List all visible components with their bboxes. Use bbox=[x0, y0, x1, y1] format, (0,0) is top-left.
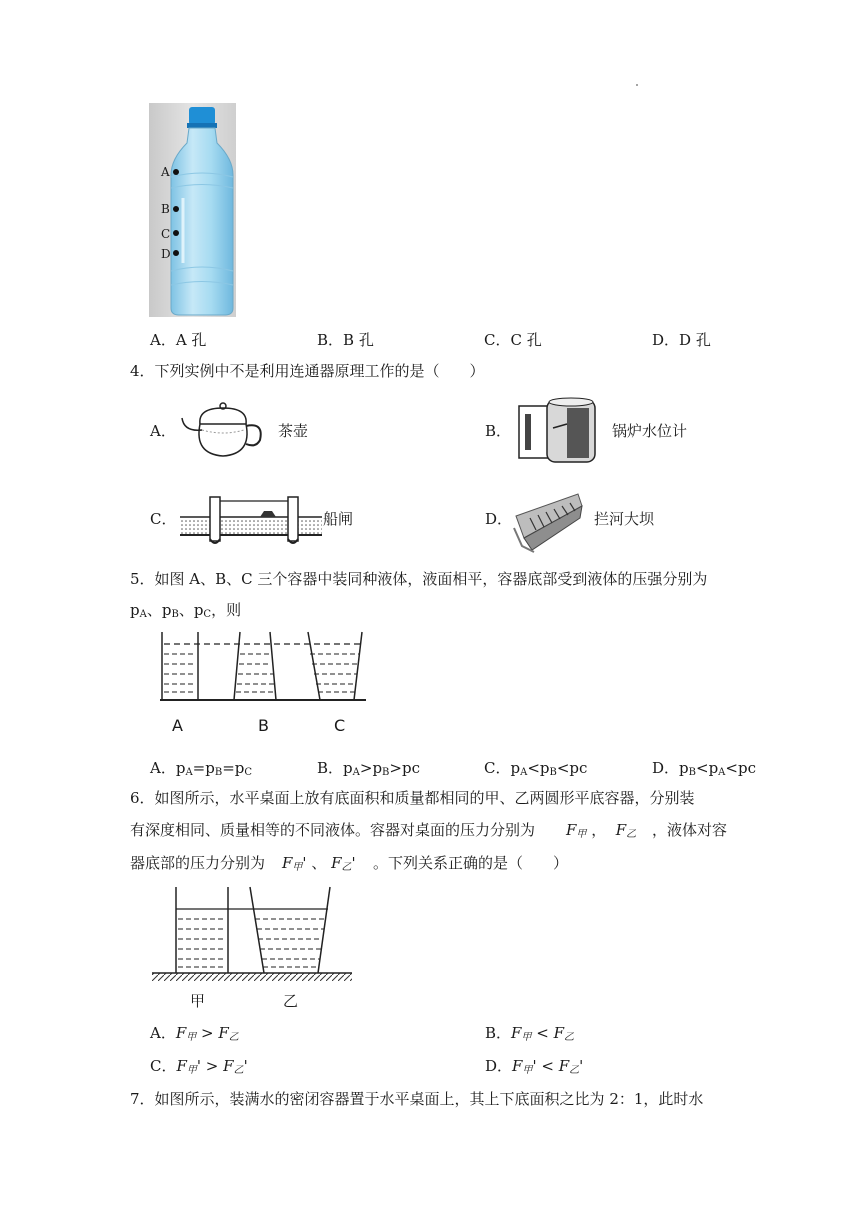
q6-option-d-letter: D． bbox=[485, 1057, 513, 1075]
q6-stem-line3b: 。下列关系正确的是（ ） bbox=[373, 854, 569, 872]
q3-option-d[interactable]: D．D 孔 bbox=[652, 331, 711, 349]
q4-option-d-letter[interactable]: D． bbox=[485, 510, 513, 528]
bottle-label-b: B bbox=[161, 202, 170, 216]
dam-icon bbox=[512, 488, 584, 554]
container-label-a: A bbox=[172, 716, 183, 735]
q4-option-a-letter[interactable]: A． bbox=[150, 422, 176, 440]
q6-stem-line3a: 器底部的压力分别为 bbox=[130, 854, 266, 872]
containers-jia-yi-figure bbox=[152, 885, 352, 1015]
q5-option-d[interactable]: D．$p_B<p_A<pc$ bbox=[652, 759, 756, 778]
q4-option-d-name: 拦河大坝 bbox=[594, 510, 655, 528]
q6-option-a-letter: A． bbox=[150, 1024, 176, 1042]
q6-force-f-jia: $F_甲$ ， $F_乙$ bbox=[566, 821, 637, 840]
q3-option-b[interactable]: B．B 孔 bbox=[317, 331, 374, 349]
bottle-label-d: D bbox=[161, 247, 171, 261]
container-label-jia: 甲 bbox=[190, 992, 206, 1010]
q6-option-b[interactable]: B．$F_甲 < F_乙$ bbox=[485, 1024, 574, 1043]
q4-stem: 4．下列实例中不是利用连通器原理工作的是（ ） bbox=[130, 362, 485, 380]
q4-option-a-name: 茶壶 bbox=[278, 422, 309, 440]
q3-option-a[interactable]: A．A 孔 bbox=[150, 331, 207, 349]
q3-option-c[interactable]: C．C 孔 bbox=[484, 331, 542, 349]
q6-stem-line2b: ，液体对容 bbox=[652, 821, 728, 839]
stray-dot bbox=[636, 84, 638, 86]
ship-lock-icon bbox=[180, 491, 322, 549]
q5-stem-line2: $p_A$、$p_B$、$p_C$，则 bbox=[130, 601, 242, 620]
q4-option-b-letter[interactable]: B． bbox=[485, 422, 512, 440]
q6-option-b-letter: B． bbox=[485, 1024, 512, 1042]
q7-stem: 7．如图所示，装满水的密闭容器置于水平桌面上，其上下底面积之比为 2：1，此时水 bbox=[130, 1090, 704, 1108]
container-label-c: C bbox=[334, 716, 346, 735]
q4-option-c-name: 船闸 bbox=[323, 510, 354, 528]
q5-option-a[interactable]: A．$p_A=p_B=p_C$ bbox=[150, 759, 253, 778]
q5-stem-line1: 5．如图 A、B、C 三个容器中装同种液体，液面相平，容器底部受到液体的压强分别为 bbox=[130, 570, 708, 588]
bottle-figure bbox=[149, 103, 236, 317]
container-label-b: B bbox=[258, 716, 269, 735]
container-label-yi: 乙 bbox=[283, 992, 299, 1010]
bottle-label-c: C bbox=[161, 227, 171, 241]
containers-abc-figure bbox=[160, 630, 370, 740]
boiler-gauge-icon bbox=[517, 394, 603, 466]
q6-force-f-prime: $F_甲'$ 、 $F_乙'$ bbox=[282, 854, 356, 873]
q6-option-a[interactable]: A．$F_甲 > F_乙$ bbox=[150, 1024, 239, 1043]
q5-option-c[interactable]: C．$p_A<p_B<pc$ bbox=[484, 759, 588, 778]
q4-option-c-letter[interactable]: C． bbox=[150, 510, 177, 528]
q4-option-b-name: 锅炉水位计 bbox=[612, 422, 688, 440]
q6-stem-line1: 6．如图所示，水平桌面上放有底面积和质量都相同的甲、乙两圆形平底容器，分别装 bbox=[130, 789, 695, 807]
bottle-label-a: A bbox=[161, 165, 170, 179]
q6-option-c-letter: C． bbox=[150, 1057, 177, 1075]
teapot-icon bbox=[180, 400, 266, 462]
q6-option-d[interactable]: D．$F_甲' < F_乙'$ bbox=[485, 1057, 584, 1076]
q6-option-c[interactable]: C．$F_甲' > F_乙'$ bbox=[150, 1057, 248, 1076]
q6-stem-line2a: 有深度相同、质量相等的不同液体。容器对桌面的压力分别为 bbox=[130, 821, 536, 839]
q5-option-b[interactable]: B．$p_A>p_B>pc$ bbox=[317, 759, 420, 778]
